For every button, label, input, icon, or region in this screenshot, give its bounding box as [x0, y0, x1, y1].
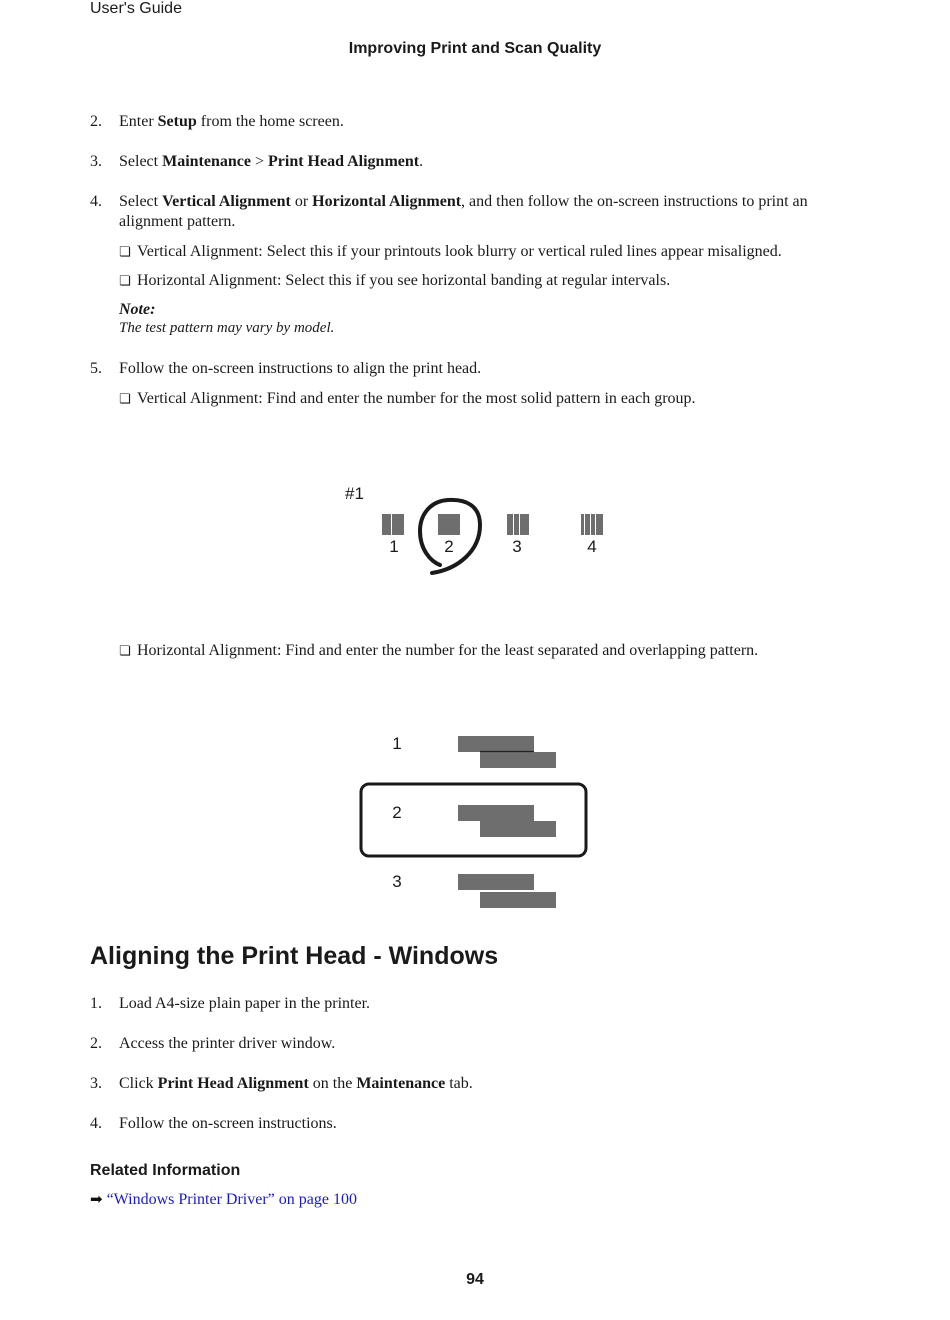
step-text: Click Print Head Alignment on the Maintenance tab. [119, 1075, 473, 1092]
step-number: 4. [90, 193, 102, 210]
section-title: Aligning the Print Head - Windows [90, 942, 499, 970]
step-text: Select Vertical Alignment or Horizontal Alignment, and then follow the on-screen instructions to print an alignment pattern. [119, 193, 808, 230]
related-information-heading: Related Information [90, 1162, 241, 1179]
chapter-title: Improving Print and Scan Quality [348, 40, 602, 57]
arrow-right-icon: ➡ [90, 1190, 103, 1208]
pattern-number: 1 [389, 537, 399, 556]
horizontal-alignment-figure [355, 725, 595, 915]
pattern-number: 3 [512, 537, 522, 556]
step-text: Access the printer driver window. [119, 1035, 336, 1052]
step-number: 2. [90, 1035, 102, 1052]
pattern-number: 1 [392, 734, 402, 753]
pattern-2 [438, 514, 460, 535]
pattern-number: 2 [392, 803, 402, 822]
bullet-item: ❏ Vertical Alignment: Find and enter the number for the most solid pattern in each group. [119, 389, 859, 410]
page-number: 94 [466, 1271, 484, 1288]
pattern-3 [458, 874, 556, 908]
related-link-row [90, 1190, 357, 1209]
group-label: #1 [345, 484, 364, 503]
bullet-item: ❏ Horizontal Alignment: Find and enter the number for the least separated and overlapping pattern. [119, 641, 859, 662]
step-number: 3. [90, 1075, 102, 1092]
checkbox-bullet-icon: ❏ [119, 644, 131, 659]
step-text: Select Maintenance > Print Head Alignment. [119, 153, 424, 170]
step-text: Load A4-size plain paper in the printer. [119, 995, 371, 1012]
step-text: Follow the on-screen instructions to align the print head. [119, 360, 482, 377]
pattern-1 [382, 514, 404, 535]
bullet-item: ❏ Horizontal Alignment: Select this if you see horizontal banding at regular intervals. [119, 271, 859, 292]
checkbox-bullet-icon: ❏ [119, 392, 131, 407]
bullet-item: ❏ Vertical Alignment: Select this if your printouts look blurry or vertical ruled lines appear misaligned. [119, 242, 859, 263]
guide-title: User's Guide [90, 0, 182, 17]
pattern-2 [458, 805, 556, 837]
step-number: 1. [90, 995, 102, 1012]
step-text: Enter Setup from the home screen. [119, 113, 344, 130]
windows-printer-driver-link[interactable]: “Windows Printer Driver” on page 100 [106, 1191, 357, 1208]
pattern-number: 2 [444, 537, 454, 556]
pattern-3 [507, 514, 529, 535]
step-number: 2. [90, 113, 102, 130]
step-number: 5. [90, 360, 102, 377]
step-number: 3. [90, 153, 102, 170]
pattern-4 [581, 514, 603, 535]
note-text: The test pattern may vary by model. [119, 320, 335, 336]
pattern-1 [458, 736, 556, 768]
note-label: Note: [119, 301, 156, 318]
vertical-alignment-figure [330, 475, 630, 585]
pattern-number: 3 [392, 872, 402, 891]
step-text: Follow the on-screen instructions. [119, 1115, 337, 1132]
step-number: 4. [90, 1115, 102, 1132]
pattern-number: 4 [587, 537, 597, 556]
checkbox-bullet-icon: ❏ [119, 274, 131, 289]
checkbox-bullet-icon: ❏ [119, 245, 131, 260]
